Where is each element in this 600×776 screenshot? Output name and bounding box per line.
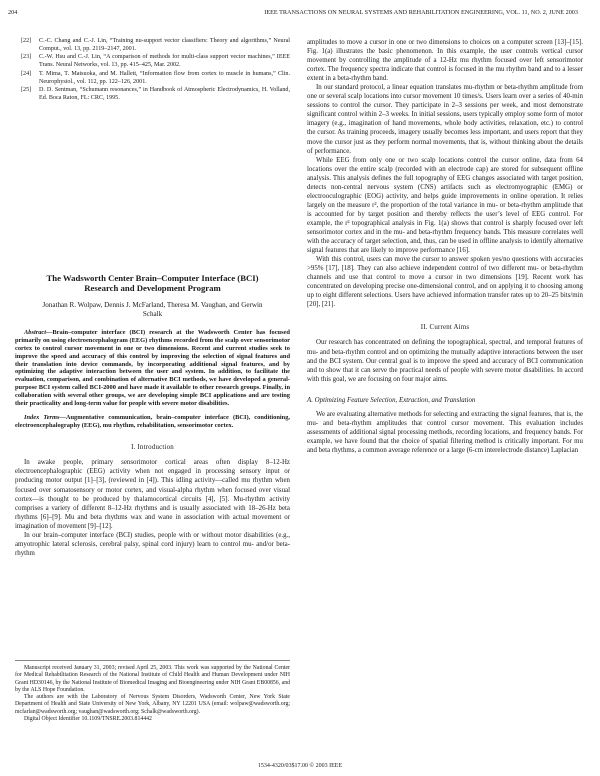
footnote [15,660,290,723]
left-column [15,38,290,558]
body-paragraph: Our research has concentrated on defining the topographical, spectral, and temporal features of mu- and beta-rhythm control and on optimizing the mutually adaptive interactions between the user and the BCI system. Our central goal is to improve the speed and accuracy of BCI communication and to show that it can serve the practical needs of people with severe motor disabilities. In accord with this goal, we are focusing on four major aims. [307,339,583,383]
page-number: 204 [8,9,18,16]
footnote-paragraph: The authors are with the Laboratory of Nervous System Disorders, Wadsworth Center, New York State Department of Health and State University of New York, Albany, NY 12201 USA (email: wolpaw@wadsworth.org; mcfarlan@wadsworth.org; vaughan@wadsworth.org; Schalk@wadsworth.org). [15,694,290,715]
section-heading-current-aims: II. Current Aims [420,324,470,332]
copyright-footer: 1534-4320/03$17.00 © 2003 IEEE [257,763,343,769]
footnote-paragraph: Manuscript received January 31, 2003; revised April 25, 2003. This work was supported by the National Center for Medical Rehabilitation Research of the National Institute of Child Health and Human Development under NIH Grant HD30146, by the National Institute of Biomedical Imaging and Bioengineering under NIH Grant EB00856, and by the ALS Hope Foundation. [15,665,290,693]
body-paragraph: While EEG from only one or two scalp locations control the cursor online, data from 64 locations over the entire scalp (recorded with an electrode cap) are stored for subsequent offline analysis. This analysis defines the full topography of EEG changes associated with target position, detects non-central nervous system (CNS) artifacts such as electromyographic (EMG) or electrooculographic (EOG) activity, and helps guide improvements in online operation. It relies largely on the measure r², the proportion of the total variance in mu- or beta-rhythm amplitude that is accounted for by target position and thereby reflects the user’s level of EEG control. For example, the r² topographical analysis in Fig. 1(a) shows that control is sharply focused over left sensorimotor cortex and in the mu- and beta-rhythm frequency bands. This measure correlates well with the accuracy of target selection, and, thus, can be used in offline analysis to identify alternative signal features that are likely to improve performance [16]. [307,156,583,255]
abstract: Abstract—Brain–computer interface (BCI) research at the Wadsworth Center has focused primarily on using electroencephalogram (EEG) rhythms recorded from the scalp over sensorimotor cortex to control cursor movement in one or two dimensions. Recent and current studies seek to improve the speed and accuracy of this control by improving the selection of signal features and their translation into device commands, by incorporating additional signal features, and by optimizing the adaptive interaction between the user and system. In addition, to facilitate the evaluation, comparison, and combination of alternative BCI methods, we have developed a general-purpose BCI system called BCI-2000 and have made it available to other research groups. Finally, in collaboration with several other groups, we are developing simple BCI applications and are testing their practicality and long-term value for people with severe motor disabilities. [15,329,290,407]
index-terms: Index Terms—Augmentative communication, brain–computer interface (BCI), conditioning, electroencephalography (EEG), mu rhythm, rehabilitation, sensorimotor cortex. [15,413,291,429]
reference-item: [22] C.-C. Chang and C.-J. Lin, “Training nu-support vector classifiers: Theory and algorithms,” Neural Comput., vol. 13, pp. 2119–2147, 2001. [21,38,290,52]
article-authors: Jonathan R. Wolpaw, Dennis J. McFarland, Theresa M. Vaughan, and Gerwin Schalk [42,300,263,319]
doi-line: Digital Object Identifier 10.1109/TNSRE.2003.814442 [24,716,152,723]
article-title: The Wadsworth Center Brain–Computer Interface (BCI) Research and Development Program [46,272,259,294]
body-paragraph: In our brain–computer interface (BCI) studies, people with or without motor disabilities (e.g., amyotrophic lateral sclerosis, cerebral palsy, spinal cord injury) learn to control mu- and/or beta-rhythm [15,531,290,557]
journal-name: IEEE TRANSACTIONS ON NEURAL SYSTEMS AND REHABILITATION ENGINEERING, VOL. 11, NO. 2, JUNE 2003 [264,9,578,16]
reference-item: [23] C.-W. Hsu and C.-J. Lin, “A comparison of methods for multi-class support vector machines,” IEEE Trans. Neural Networks, vol. 13, pp. 415–425, Mar. 2002. [21,54,290,69]
reference-item: [24] T. Mima, T. Matsuoka, and M. Hallett, “Information flow from cortex to muscle in humans,” Clin. Neurophysiol., vol. 112, pp. 122–126, 2001. [21,70,290,85]
right-column [307,38,583,455]
body-paragraph: In awake people, primary sensorimotor cortical areas often display 8–12-Hz electroencephalographic (EEG) activity when not engaged in processing sensory input or producing motor output [1]–[3], (reviewed in [4]). This idling activity—called mu rhythm when focused over somatosensory or motor cortex, and visual-alpha rhythm when focused over visual cortex—is thought to be produced by thalamocortical circuits [4], [5]. Mu-rhythm activity comprises a variety of different 8–12-Hz rhythms and is usually associated with 18–26-Hz beta rhythms [6]–[9]. Mu and beta rhythms wax and wane in association with actual movement or imagination of movement [9]–[12]. [15,459,290,530]
body-paragraph: With this control, users can move the cursor to answer spoken yes/no questions with accuracies >95% [17], [18]. They can also achieve independent control of two different mu- or beta-rhythm channels and use that control to move a cursor in two dimensions [19]. Recent work has concentrated on developing precise one-dimensional control, and on applying it to choosing among up to eight different selections. Users have achieved information transfer rates up to 20–25 bits/min [20], [21]. [307,256,583,309]
body-paragraph: We are evaluating alternative methods for selecting and extracting the signal features, that is, the mu- and beta-rhythm amplitudes that control cursor movement. This evaluation includes assessments of additional signal processing methods, recording locations, and frequency bands. For example, we have found that the choice of spatial filtering method is critically important. For mu and beta rhythms, a common average reference or a large (6-cm interelectrode distance) Laplacian [307,410,583,454]
section-heading-introduction: I. Introduction [131,444,174,452]
body-paragraph: amplitudes to move a cursor in one or two dimensions to choices on a computer screen [13]–[15]. Fig. 1(a) illustrates the basic phenomenon. In this example, the user controls vertical cursor movement by controlling the amplitude of a 12-Hz mu rhythm focused over left sensorimotor cortex. The frequency spectra indicate that control is focused in the mu rhythm band and to a lesser extent in a beta-rhythm band. [307,39,583,83]
reference-item: [25] D. D. Sentman, “Schumann resonances,” in Handbook of Atmospheric Electrodynamics, H. Volland, Ed. Boca Raton, FL: CRC, 1995. [21,87,290,101]
reference-list [15,38,290,103]
subsection-heading: A. Optimizing Feature Selection, Extraction, and Translation [307,396,476,404]
body-paragraph: In our standard protocol, a linear equation translates mu-rhythm or beta-rhythm amplitude from one or several scalp locations into cursor movement 10 times/s. Users learn over a series of 40-min sessions to control the cursor. They participate in 2–3 sessions per week, and most demonstrate significant control within 2–3 weeks. In initial sessions, users typically employ some form of motor imagery (e.g., imagination of hand movements, whole body activities, relaxation, etc.) to control the cursor. As training proceeds, imagery usually becomes less important, and users report that they move the cursor just as they perform normal movements, that is, without thinking about the details of performance. [307,84,583,155]
